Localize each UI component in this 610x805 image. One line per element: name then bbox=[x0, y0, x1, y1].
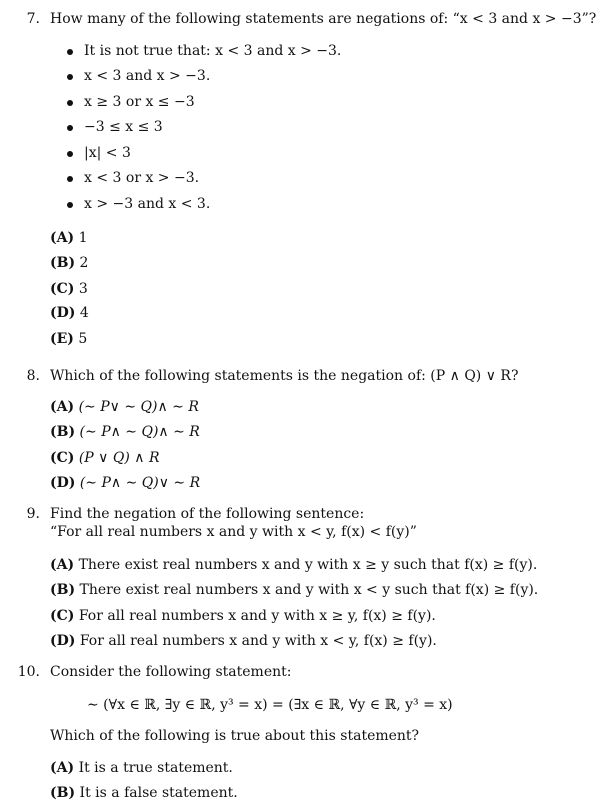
bullet-icon bbox=[67, 151, 73, 157]
q10-choice-a: (A) It is a true statement. bbox=[50, 760, 233, 776]
q9-choice-a: (A) There exist real numbers x and y with x ≥ y such that f(x) ≥ f(y). bbox=[50, 557, 538, 573]
q9-stem: Find the negation of the following sentence: bbox=[50, 506, 365, 522]
bullet-icon bbox=[67, 176, 73, 182]
q7-choice-e: (E) 5 bbox=[50, 331, 88, 347]
q7-bullet-6: x < 3 or x > −3. bbox=[84, 170, 200, 186]
q10-choice-b: (B) It is a false statement. bbox=[50, 785, 238, 801]
q7-bullet-3: x ≥ 3 or x ≤ −3 bbox=[84, 94, 195, 110]
bullet-icon bbox=[67, 49, 73, 55]
q7-bullet-7: x > −3 and x < 3. bbox=[84, 196, 211, 212]
q8-choice-c: (C) (P ∨ Q) ∧ R bbox=[50, 450, 160, 466]
q7-bullet-5: |x| < 3 bbox=[84, 145, 131, 161]
q8-choice-a: (A) (∼ P∨ ∼ Q)∧ ∼ R bbox=[50, 399, 199, 415]
q7-stem: How many of the following statements are negations of: “x < 3 and x > −3”? bbox=[50, 11, 597, 27]
q7-number: 7. bbox=[26, 11, 40, 27]
q10-formula: ∼ (∀x ∈ ℝ, ∃y ∈ ℝ, y³ = x) = (∃x ∈ ℝ, ∀y ∈ ℝ, y³ = x) bbox=[87, 697, 453, 713]
q8-number: 8. bbox=[26, 368, 40, 384]
q7-choice-c: (C) 3 bbox=[50, 281, 88, 297]
q10-question: Which of the following is true about this statement? bbox=[50, 728, 420, 744]
q9-choice-c: (C) For all real numbers x and y with x ≥ y, f(x) ≥ f(y). bbox=[50, 608, 436, 624]
q9-choice-b: (B) There exist real numbers x and y with x < y such that f(x) ≥ f(y). bbox=[50, 582, 539, 598]
q7-bullet-2: x < 3 and x > −3. bbox=[84, 68, 211, 84]
bullet-icon bbox=[67, 74, 73, 80]
bullet-icon bbox=[67, 100, 73, 106]
q7-bullet-4: −3 ≤ x ≤ 3 bbox=[84, 119, 163, 135]
q8-choice-b: (B) (∼ P∧ ∼ Q)∧ ∼ R bbox=[50, 424, 200, 440]
q7-bullet-1: It is not true that: x < 3 and x > −3. bbox=[84, 43, 342, 59]
q7-choice-d: (D) 4 bbox=[50, 305, 89, 321]
q8-choice-d: (D) (∼ P∧ ∼ Q)∨ ∼ R bbox=[50, 475, 201, 491]
q9-choice-d: (D) For all real numbers x and y with x < y, f(x) ≥ f(y). bbox=[50, 633, 437, 649]
q9-number: 9. bbox=[26, 506, 40, 522]
bullet-icon bbox=[67, 202, 73, 208]
q9-quote: “For all real numbers x and y with x < y, f(x) < f(y)” bbox=[50, 524, 417, 540]
q10-stem: Consider the following statement: bbox=[50, 664, 292, 680]
q7-choice-a: (A) 1 bbox=[50, 230, 88, 246]
q10-number: 10. bbox=[17, 664, 40, 680]
bullet-icon bbox=[67, 125, 73, 131]
q7-choice-b: (B) 2 bbox=[50, 255, 89, 271]
q8-stem: Which of the following statements is the negation of: (P ∧ Q) ∨ R? bbox=[50, 368, 519, 384]
